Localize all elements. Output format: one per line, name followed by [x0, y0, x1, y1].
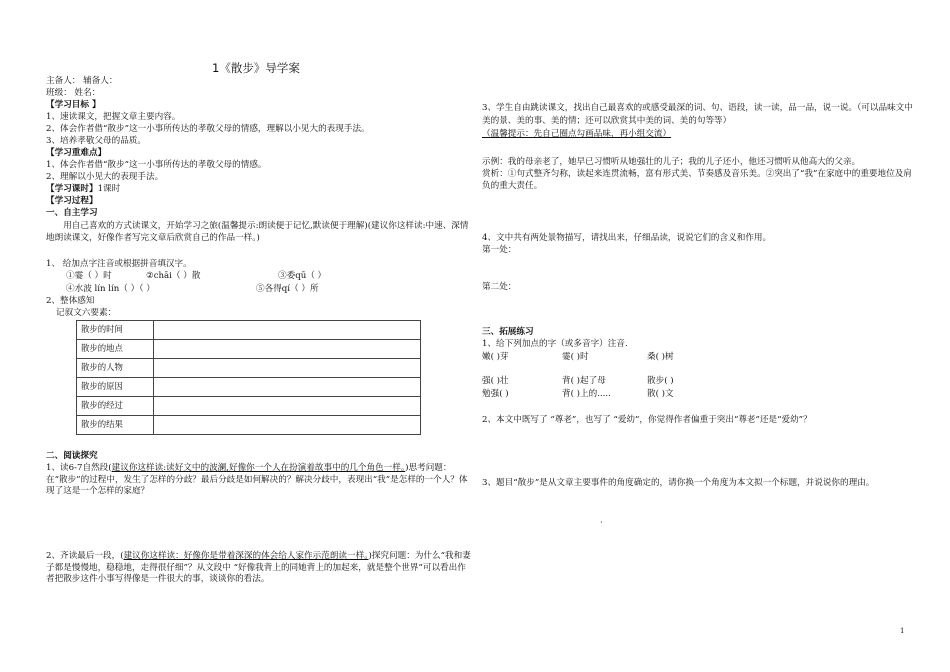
reading-question-2 — [46, 551, 472, 586]
table-row — [77, 416, 421, 435]
section-reading: 二、阅读探究 — [46, 451, 98, 461]
pinyin-item: 桑( )树 — [647, 352, 674, 362]
table-cell-label: 散步的结果 — [77, 416, 154, 435]
pinyin-item: ③委qū（ ） — [278, 271, 327, 281]
pinyin-item: 背( )上的..... — [562, 389, 611, 399]
pinyin-item: 散步( ) — [647, 376, 674, 386]
question-text: )思考问题：在“散步”的过程中，发生了怎样的分歧？最后分歧是如何解决的？解决分歧中，表现出“我”是怎样的一个人？体现了这是一个怎样的家庭？ — [46, 463, 468, 496]
extension-question-2: 2、本文中既写了 “尊老”，也写了 “爱幼”，你觉得作者偏重于突出“尊老”还是“爱幼”？ — [482, 415, 812, 425]
pinyin-item: ④水波 lín lín（ ）（ ） — [66, 284, 155, 294]
goals-heading: 【学习目标 】 — [46, 100, 101, 110]
goal-item: 3、培养孝敬父母的品质。 — [46, 136, 146, 146]
reading-question-4: 4、文中共有两处景物描写，请找出来，仔细品读，说说它们的含义和作用。 — [482, 233, 772, 243]
answer-cell[interactable] — [154, 359, 421, 378]
pinyin-item: ①霎（ ）时 — [66, 271, 112, 281]
answer-cell[interactable] — [154, 321, 421, 340]
question-pinyin: 1、 给加点字注音或根据拼音填汉字。 — [46, 259, 192, 269]
section-self-study: 一、自主学习 — [46, 208, 98, 218]
scene-second: 第二处： — [482, 282, 517, 292]
self-study-paragraph: 用自己喜欢的方式读课文，开始学习之旅(温馨提示:朗读便于记忆,默读便于理解)(建议你这样读:中速、深情地朗读课文，好像作者写完文章后欣赏自己的作品一样。) — [46, 221, 469, 243]
goal-item: 1、速读课文，把握文章主要内容。 — [46, 112, 181, 122]
example-sentence: 示例：我的母亲老了，她早已习惯听从她强壮的儿子；我的儿子还小，他还习惯听从他高大的父亲。 — [482, 157, 861, 167]
pinyin-item: ②chāi（ ）散 — [146, 271, 201, 281]
table-row — [77, 321, 421, 340]
question-text: 1、读6-7自然段( — [46, 463, 112, 473]
key-heading: 【学习重难点】 — [46, 148, 107, 158]
pinyin-item: 背( )起了母 — [562, 376, 606, 386]
prepare-line: 主备人： 辅备人： — [46, 76, 118, 86]
question-text: 2、齐读最后一段，( — [46, 551, 124, 561]
stray-dot: · — [600, 518, 603, 528]
pinyin-item: 嫩( )芽 — [482, 352, 509, 362]
key-item: 2、理解以小见大的表现手法。 — [46, 172, 164, 182]
pinyin-item: 散( )文 — [647, 389, 674, 399]
page-title: 1《散步》导学案 — [212, 61, 300, 75]
table-row — [77, 340, 421, 359]
table-cell-label: 散步的经过 — [77, 397, 154, 416]
table-row — [77, 397, 421, 416]
answer-cell[interactable] — [154, 416, 421, 435]
reading-tip: （温馨提示：先自己圈点勾画品味，再小组交流） — [482, 129, 672, 139]
pinyin-item: 勉强( ) — [482, 389, 509, 399]
reading-question-1 — [46, 463, 472, 498]
reading-question-3 — [482, 102, 914, 141]
hours-line — [46, 184, 120, 196]
six-elements-table — [76, 320, 421, 435]
goal-item: 2、体会作者借“散步”这一小事所传达的孝敬父母的情感，理解以小见大的表现手法。 — [46, 124, 370, 134]
reading-tip: 建议你这样读：好像你是带着深深的体会给人家作示范朗读一样。 — [123, 551, 369, 561]
question-overview: 2、整体感知 — [46, 296, 95, 306]
hours-value: 1课时 — [97, 184, 121, 194]
hours-heading: 【学习课时】 — [46, 184, 98, 194]
class-name-line: 班级： 姓名： — [46, 88, 101, 98]
question-text: )探究问题：为什么“我和妻子都是慢慢地，稳稳地，走得很仔细”？从文段中 “好像我背上的同她背上的加起来，就是整个世界”可以看出作者把散步这件小事写得像是一件很大的事，谈谈你的看法。 — [46, 551, 471, 584]
extension-question-1: 1、给下列加点的字（或多音字）注音. — [482, 339, 628, 349]
table-cell-label: 散步的人物 — [77, 359, 154, 378]
extension-question-3: 3、题目“散步”是从文章主要事件的角度确定的，请你换一个角度为本文拟一个标题，并说说你的理由。 — [482, 478, 875, 488]
example-analysis: 赏析：①句式整齐匀称，读起来连贯流畅，富有形式美、节奏感及音乐美。②突出了“我”在家庭中的重要地位及肩负的重大责任。 — [482, 169, 912, 191]
answer-cell[interactable] — [154, 340, 421, 359]
pinyin-item: 强( )壮 — [482, 376, 509, 386]
scene-first: 第一处： — [482, 245, 517, 255]
pinyin-item: 霎( )时 — [562, 352, 589, 362]
key-item: 1、体会作者借“散步”这一小事所传达的孝敬父母的情感。 — [46, 160, 267, 170]
table-cell-label: 散步的地点 — [77, 340, 154, 359]
question-text: 3、学生自由跳读课文，找出自己最喜欢的或感受最深的词、句、语段，读一读，品一品，说一说。（可以品味文中美的景、美的事、美的情；还可以欣赏其中美的词、美的句等等） — [482, 103, 913, 126]
table-cell-label: 散步的时间 — [77, 321, 154, 340]
answer-cell[interactable] — [154, 397, 421, 416]
table-row — [77, 378, 421, 397]
table-row — [77, 359, 421, 378]
pinyin-item: ⑤各得qí（ ）所 — [256, 284, 319, 294]
page-number: 1 — [900, 627, 905, 635]
six-elements-label: 记叙文六要素： — [56, 308, 117, 318]
section-extension: 三、拓展练习 — [482, 327, 534, 337]
answer-cell[interactable] — [154, 378, 421, 397]
process-heading: 【学习过程】 — [46, 196, 98, 206]
reading-tip: 建议你这样读:读好文中的波澜,好像你一个人在扮演着故事中的几个角色一样。 — [111, 463, 406, 473]
table-cell-label: 散步的原因 — [77, 378, 154, 397]
